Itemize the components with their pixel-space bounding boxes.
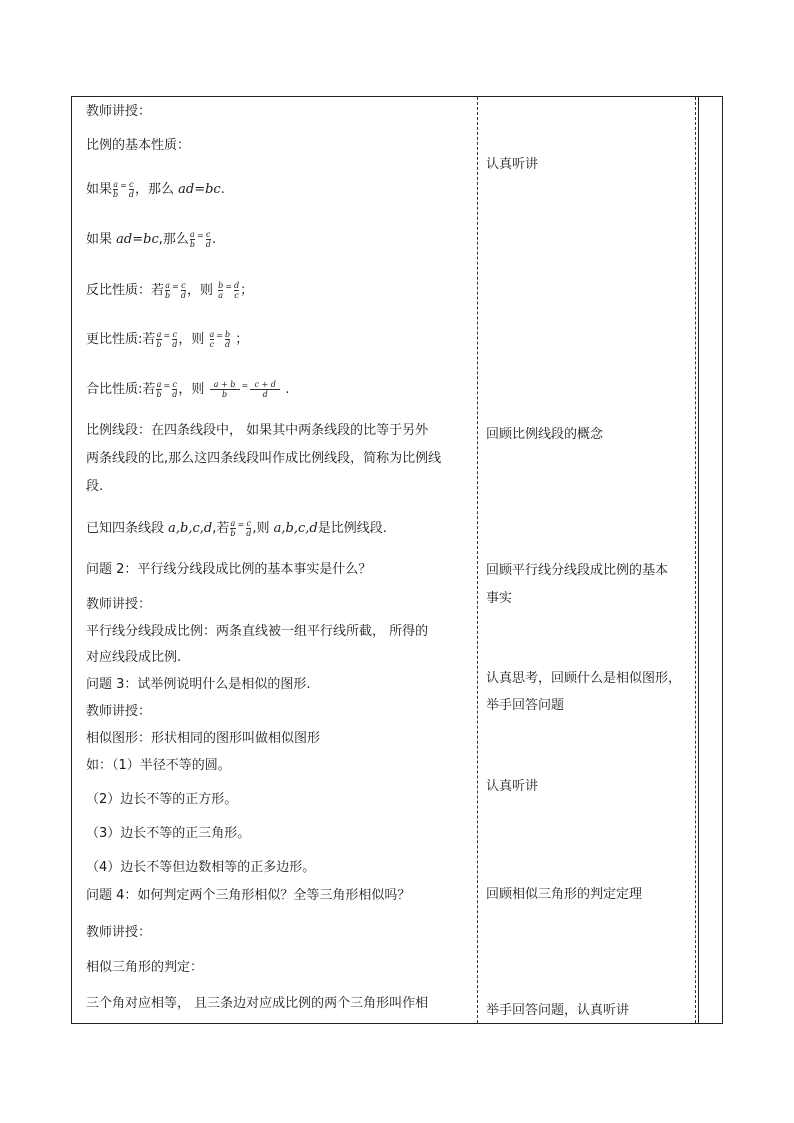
definition-text: 段. xyxy=(86,479,104,494)
property-line: 如果 $\frac{a}{b}$ = $\frac{c}{d}$ ，那么 ad=bc. xyxy=(86,180,225,199)
teacher-lecture-label: 教师讲授： xyxy=(86,704,152,719)
column-divider xyxy=(477,97,478,1023)
column-divider xyxy=(695,97,696,1023)
student-activity: 认真思考，回顾什么是相似图形， xyxy=(486,671,682,686)
student-activity: 认真听讲 xyxy=(486,157,539,172)
question-4: 问题 4：如何判定两个三角形相似？全等三角形相似吗？ xyxy=(86,888,411,903)
example-item: （4）边长不等但边数相等的正多边形。 xyxy=(86,860,316,875)
body-text: 三个角对应相等， 且三条边对应成比例的两个三角形叫作相 xyxy=(86,996,429,1011)
body-text: 对应线段成比例. xyxy=(86,650,182,665)
teacher-lecture-label: 教师讲授： xyxy=(86,597,152,612)
student-activity: 认真听讲 xyxy=(486,779,539,794)
student-activity: 回顾平行线分线段成比例的基本 xyxy=(486,563,669,578)
example-item: （2）边长不等的正方形。 xyxy=(86,792,238,807)
property-line: 如果 ad=bc,那么 $\frac{a}{b}$ = $\frac{c}{d}$ . xyxy=(86,230,216,249)
body-text: 平行线分线段成比例：两条直线被一组平行线所截， 所得的 xyxy=(86,624,429,639)
section-heading: 比例的基本性质： xyxy=(86,138,191,153)
student-activity: 回顾比例线段的概念 xyxy=(486,427,604,442)
question-3: 问题 3：试举例说明什么是相似的图形. xyxy=(86,677,311,692)
column-divider xyxy=(698,97,699,1023)
definition-text: 比例线段：在四条线段中， 如果其中两条线段的比等于另外 xyxy=(86,423,429,438)
componendo-property: 合比性质:若 $\frac{a}{b}$ = $\frac{c}{d}$ ，则 $\frac{a + b}{b}$ = $\frac{c + d}{d}$ . xyxy=(86,380,290,399)
example-item: （3）边长不等的正三角形。 xyxy=(86,826,251,841)
teacher-lecture-label: 教师讲授： xyxy=(86,104,152,119)
student-activity: 举手回答问题 xyxy=(486,698,565,713)
student-activity: 回顾相似三角形的判定定理 xyxy=(486,887,643,902)
section-heading: 相似三角形的判定： xyxy=(86,960,204,975)
teacher-lecture-label: 教师讲授： xyxy=(86,925,152,940)
example-item: 如：（1）半径不等的圆。 xyxy=(86,758,231,773)
proportional-segments-line: 已知四条线段 a,b,c,d,若 $\frac{a}{b}$ = $\frac{c}{d}$ ,则 a,b,c,d是比例线段. xyxy=(86,519,387,538)
body-text: 相似图形：形状相同的图形叫做相似图形 xyxy=(86,731,321,746)
student-activity: 举手回答问题，认真听讲 xyxy=(486,1003,630,1018)
alternation-property: 更比性质:若 $\frac{a}{b}$ = $\frac{c}{d}$ ，则 $\frac{a}{c}$ = $\frac{b}{d}$ ； xyxy=(86,330,249,349)
inverse-property: 反比性质：若 $\frac{a}{b}$ = $\frac{c}{d}$ ，则 $\frac{b}{a}$ = $\frac{d}{c}$ ； xyxy=(86,281,254,300)
question-2: 问题 2：平行线分线段成比例的基本事实是什么？ xyxy=(86,562,372,577)
definition-text: 两条线段的比,那么这四条线段叫作成比例线段，简称为比例线 xyxy=(86,451,442,466)
student-activity: 事实 xyxy=(486,591,513,606)
